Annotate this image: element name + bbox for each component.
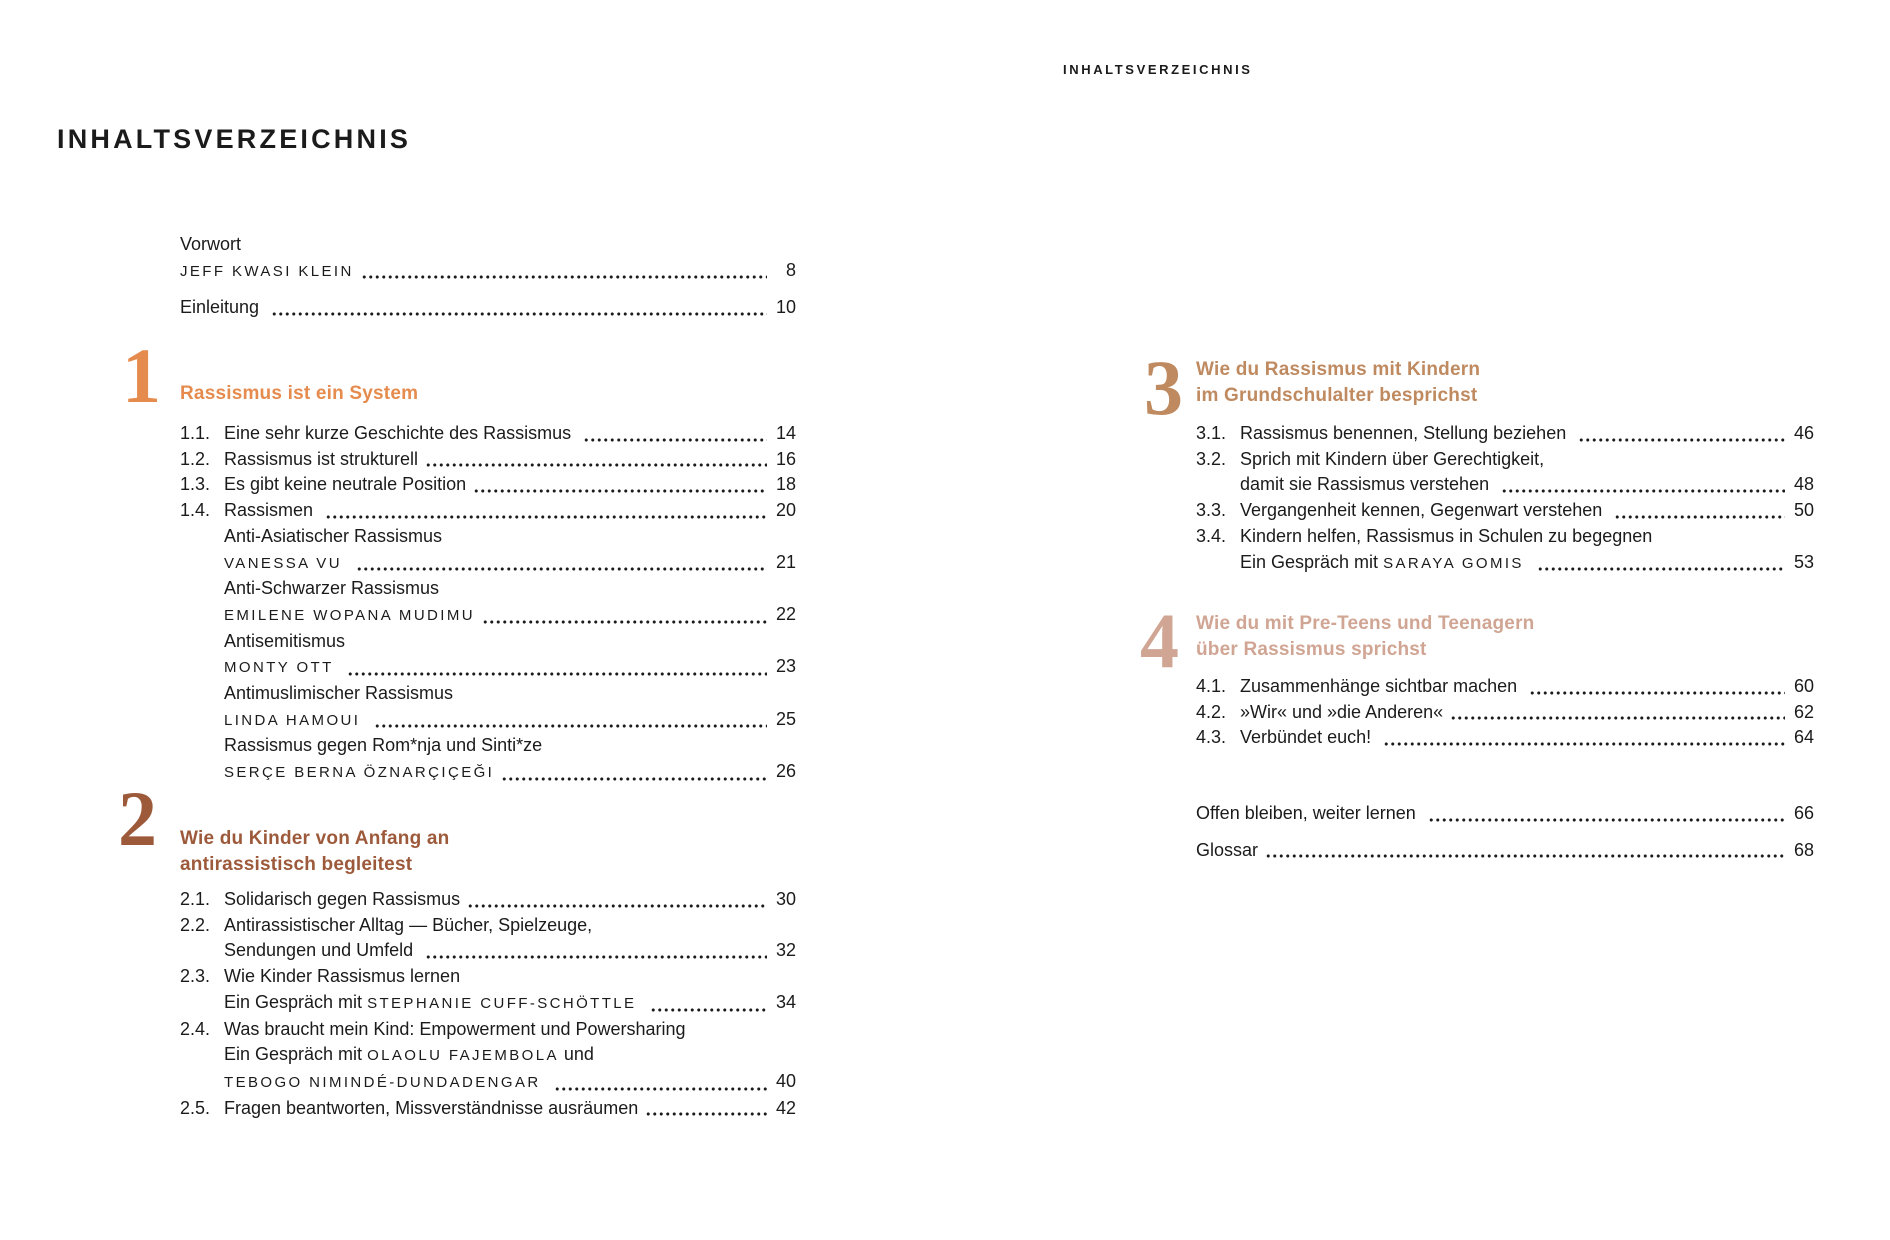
entry-number: 4.3. bbox=[1196, 727, 1227, 748]
toc-row bbox=[180, 964, 796, 990]
dot-leader bbox=[482, 619, 767, 625]
dot-leader bbox=[374, 723, 767, 729]
dot-leader bbox=[1265, 853, 1785, 859]
dot-leader bbox=[650, 1007, 767, 1013]
page-number: 62 bbox=[1793, 701, 1814, 722]
entry-text: Kindern helfen, Rassismus in Schulen zu begegnen bbox=[1240, 525, 1653, 546]
entry-text: Sendungen und Umfeld bbox=[224, 940, 419, 961]
dot-leader bbox=[1501, 488, 1785, 494]
dot-leader bbox=[554, 1086, 767, 1092]
entry-number: 1.2. bbox=[180, 448, 211, 469]
entry-name-caps: LINDA HAMOUI bbox=[224, 711, 367, 729]
page-number: 30 bbox=[775, 889, 796, 909]
toc-row bbox=[180, 1069, 796, 1096]
toc-row bbox=[1196, 700, 1814, 726]
section-heading-line: Wie du Kinder von Anfang an bbox=[180, 828, 450, 849]
dot-leader bbox=[347, 671, 767, 677]
entry-text: Es gibt keine neutrale Position bbox=[224, 474, 467, 495]
dot-leader bbox=[501, 776, 767, 782]
page-number: 26 bbox=[775, 761, 796, 782]
entry-text: Vorwort bbox=[180, 234, 242, 254]
dot-leader bbox=[271, 311, 767, 317]
entry-name-caps: VANESSA VU bbox=[224, 554, 349, 572]
page-number: 46 bbox=[1793, 423, 1814, 443]
entry-name-caps: OLAOLU FAJEMBOLA bbox=[367, 1047, 559, 1065]
entry-text: Vergangenheit kennen, Gegenwart verstehen bbox=[1240, 500, 1608, 521]
page-title: INHALTSVERZEICHNIS bbox=[57, 124, 412, 154]
entry-text: Fragen beantworten, Missverständnisse ausräumen bbox=[224, 1097, 639, 1118]
section-heading-line: im Grundschulalter besprichst bbox=[1196, 384, 1478, 406]
entry-number: 3.2. bbox=[1196, 448, 1227, 469]
entry-text: Antirassistischer Alltag — Bücher, Spielzeuge, bbox=[224, 914, 593, 935]
page-number: 66 bbox=[1793, 803, 1814, 823]
section-4-entries bbox=[1196, 674, 1814, 751]
entry-number: 3.1. bbox=[1196, 423, 1227, 443]
entry-number: 2.1. bbox=[180, 889, 211, 909]
entry-text: Wie Kinder Rassismus lernen bbox=[224, 966, 461, 987]
toc-row bbox=[180, 295, 796, 321]
dot-leader bbox=[583, 437, 767, 443]
section-4-numeral: 4 bbox=[1140, 597, 1179, 684]
section-heading-line: über Rassismus sprichst bbox=[1196, 638, 1427, 660]
entry-text: Rassismus benennen, Stellung beziehen bbox=[1240, 423, 1572, 443]
toc-row bbox=[180, 913, 796, 939]
page-number: 40 bbox=[775, 1070, 796, 1091]
dot-leader bbox=[325, 514, 767, 520]
page-number: 10 bbox=[775, 297, 796, 318]
toc-row bbox=[180, 258, 796, 285]
page-number: 14 bbox=[775, 423, 796, 443]
toc-row bbox=[180, 1096, 796, 1122]
page-number: 34 bbox=[775, 991, 796, 1012]
entry-number: 4.2. bbox=[1196, 701, 1227, 722]
entry-text: Rassismen bbox=[224, 500, 319, 521]
page-number: 64 bbox=[1793, 727, 1814, 748]
entry-number: 2.4. bbox=[180, 1018, 211, 1039]
page-number: 23 bbox=[775, 656, 796, 677]
entry-name-caps: MONTY OTT bbox=[224, 659, 340, 677]
dot-leader bbox=[356, 566, 768, 572]
dot-leader bbox=[1529, 690, 1785, 696]
page-number: 8 bbox=[785, 259, 796, 280]
page-number: 53 bbox=[1793, 551, 1814, 572]
toc-row bbox=[180, 447, 796, 473]
dot-leader bbox=[425, 954, 767, 960]
toc-row bbox=[180, 733, 796, 759]
page-number: 32 bbox=[775, 940, 796, 961]
page-number: 50 bbox=[1793, 500, 1814, 521]
toc-row bbox=[1196, 472, 1814, 498]
dot-leader bbox=[1450, 715, 1785, 721]
toc-row bbox=[180, 232, 796, 258]
section-4-heading bbox=[1196, 611, 1534, 662]
toc-row bbox=[180, 498, 796, 524]
entry-text: Offen bleiben, weiter lernen bbox=[1196, 803, 1421, 823]
entry-text: Solidarisch gegen Rassismus bbox=[224, 889, 461, 909]
running-head: INHALTSVERZEICHNIS bbox=[1063, 62, 1253, 77]
dot-leader bbox=[361, 274, 767, 280]
toc-row bbox=[180, 524, 796, 550]
entry-number: 2.2. bbox=[180, 914, 211, 935]
toc-row bbox=[1196, 498, 1814, 524]
toc-row bbox=[180, 576, 796, 602]
entry-text: Verbündet euch! bbox=[1240, 727, 1377, 748]
entry-text: Ein Gespräch mit bbox=[224, 1044, 368, 1065]
page-number: 48 bbox=[1793, 474, 1814, 495]
toc-row bbox=[1196, 421, 1814, 447]
entry-text: Rassismus gegen Rom*nja und Sinti*ze bbox=[224, 735, 543, 756]
toc-row bbox=[180, 550, 796, 577]
toc-row bbox=[180, 421, 796, 447]
entry-name-caps: SERÇE BERNA ÖZNARÇIÇEĞI bbox=[224, 764, 495, 782]
entry-text: »Wir« und »die Anderen« bbox=[1240, 701, 1444, 722]
toc-row bbox=[180, 707, 796, 734]
entry-text: Zusammenhänge sichtbar machen bbox=[1240, 676, 1523, 696]
toc-row bbox=[180, 1042, 796, 1069]
entry-name-caps: STEPHANIE CUFF-SCHÖTTLE bbox=[367, 994, 644, 1012]
section-heading-line: Wie du Rassismus mit Kindern bbox=[1196, 359, 1481, 380]
entry-name-caps: SARAYA GOMIS bbox=[1383, 554, 1531, 572]
entry-text: Rassismus ist strukturell bbox=[224, 448, 419, 469]
page-number: 68 bbox=[1793, 839, 1814, 860]
entry-name-caps: EMILENE WOPANA MUDIMU bbox=[224, 606, 475, 624]
entry-number: 4.1. bbox=[1196, 676, 1227, 696]
entry-number: 2.5. bbox=[180, 1097, 211, 1118]
dot-leader bbox=[1614, 514, 1785, 520]
toc-row bbox=[180, 629, 796, 655]
entry-text: Glossar bbox=[1196, 839, 1259, 860]
section-heading-line: antirassistisch begleitest bbox=[180, 853, 413, 875]
entry-text: Einleitung bbox=[180, 297, 265, 318]
toc-row bbox=[1196, 725, 1814, 751]
page-number: 60 bbox=[1793, 676, 1814, 696]
page-number: 16 bbox=[775, 448, 796, 469]
page-number: 22 bbox=[775, 603, 796, 624]
page-number: 42 bbox=[775, 1097, 796, 1118]
entry-number: 3.3. bbox=[1196, 500, 1227, 521]
toc-row bbox=[1196, 674, 1814, 700]
dot-leader bbox=[425, 462, 767, 468]
section-heading-line: Wie du mit Pre-Teens und Teenagern bbox=[1196, 613, 1535, 634]
entry-number: 1.3. bbox=[180, 474, 211, 495]
entry-text: und bbox=[558, 1044, 594, 1065]
dot-leader bbox=[467, 903, 767, 909]
toc-row bbox=[1196, 550, 1814, 577]
toc-row bbox=[180, 602, 796, 629]
entry-number: 2.3. bbox=[180, 966, 211, 987]
toc-row bbox=[180, 990, 796, 1017]
section-2-heading bbox=[180, 826, 449, 877]
toc-row bbox=[180, 938, 796, 964]
entry-text: Anti-Asiatischer Rassismus bbox=[224, 525, 443, 546]
page-number: 18 bbox=[775, 474, 796, 495]
section-1-heading bbox=[180, 381, 418, 407]
toc-row bbox=[1196, 838, 1814, 864]
toc-row bbox=[1196, 524, 1814, 550]
toc-row bbox=[180, 681, 796, 707]
entry-text: Eine sehr kurze Geschichte des Rassismus bbox=[224, 423, 577, 443]
section-3-entries bbox=[1196, 421, 1814, 576]
section-1-numeral: 1 bbox=[122, 332, 161, 419]
dot-leader bbox=[1428, 817, 1785, 823]
entry-text: Antimuslimischer Rassismus bbox=[224, 683, 454, 704]
entry-number: 1.4. bbox=[180, 500, 211, 521]
entry-text: Sprich mit Kindern über Gerechtigkeit, bbox=[1240, 448, 1545, 469]
section-3-numeral: 3 bbox=[1144, 344, 1183, 431]
dot-leader bbox=[1578, 437, 1785, 443]
section-2-entries bbox=[180, 887, 796, 1121]
toc-row bbox=[180, 759, 796, 786]
section-3-heading bbox=[1196, 357, 1480, 408]
entry-text: Anti-Schwarzer Rassismus bbox=[224, 578, 440, 599]
entry-text: Ein Gespräch mit bbox=[1240, 551, 1384, 572]
entry-name-caps: JEFF KWASI KLEIN bbox=[180, 262, 354, 280]
dot-leader bbox=[1383, 741, 1785, 747]
section-2-numeral: 2 bbox=[118, 775, 157, 862]
entry-text: Was braucht mein Kind: Empowerment und Powersharing bbox=[224, 1018, 686, 1039]
entry-text: Ein Gespräch mit bbox=[224, 991, 368, 1012]
toc-row bbox=[180, 472, 796, 498]
back-matter-list bbox=[1196, 801, 1814, 863]
toc-row bbox=[180, 887, 796, 913]
entry-text: damit sie Rassismus verstehen bbox=[1240, 474, 1495, 495]
dot-leader bbox=[473, 488, 767, 494]
entry-text: Antisemitismus bbox=[224, 630, 346, 651]
toc-row bbox=[1196, 447, 1814, 473]
section-1-entries bbox=[180, 421, 796, 786]
page-number: 20 bbox=[775, 500, 796, 521]
dot-leader bbox=[645, 1111, 767, 1117]
entry-name-caps: TEBOGO NIMINDÉ-DUNDADENGAR bbox=[224, 1073, 548, 1091]
page-number: 25 bbox=[775, 708, 796, 729]
front-matter-list bbox=[180, 232, 796, 321]
toc-row bbox=[1196, 801, 1814, 827]
dot-leader bbox=[1537, 566, 1785, 572]
page-number: 21 bbox=[775, 551, 796, 572]
toc-row bbox=[180, 1017, 796, 1043]
entry-number: 3.4. bbox=[1196, 525, 1227, 546]
entry-number: 1.1. bbox=[180, 423, 211, 443]
toc-row bbox=[180, 654, 796, 681]
section-heading-line: Rassismus ist ein System bbox=[180, 383, 419, 404]
